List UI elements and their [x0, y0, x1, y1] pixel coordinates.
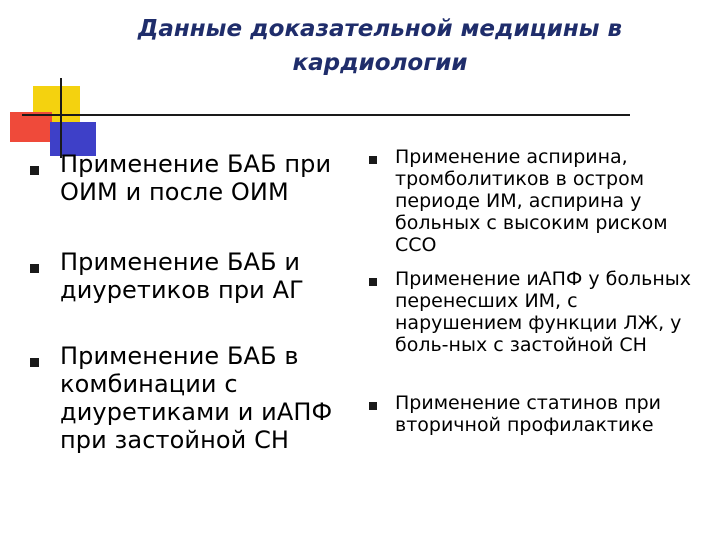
list-item-text: Применение БАБ при ОИМ и после ОИМ	[60, 150, 332, 206]
square-bullet-icon	[369, 156, 377, 164]
list-item	[395, 268, 695, 356]
decor-vertical-line	[60, 78, 62, 158]
title-divider-line	[22, 114, 630, 116]
list-item	[60, 248, 350, 304]
list-item-text: Применение аспирина, тромболитиков в остром периоде ИМ, аспирина у больных с высоким риском ССО	[395, 146, 668, 256]
square-bullet-icon	[30, 264, 39, 273]
list-item-text: Применение иАПФ у больных перенесших ИМ, с нарушением функции ЛЖ, у боль-ных с застойной СН	[395, 268, 691, 356]
square-bullet-icon	[369, 402, 377, 410]
slide-title	[80, 12, 680, 80]
list-item	[395, 146, 695, 256]
list-item-text: Применение БАБ и диуретиков при АГ	[60, 248, 304, 304]
square-bullet-icon	[30, 166, 39, 175]
slide-title-line-2: кардиологии	[292, 50, 468, 76]
square-bullet-icon	[369, 278, 377, 286]
list-item-text: Применение статинов при вторичной профилактике	[395, 392, 662, 436]
list-item	[60, 150, 350, 206]
list-item	[395, 392, 695, 436]
slide-title-line-1: Данные доказательной медицины в	[137, 16, 623, 42]
decor-red-square	[10, 112, 52, 142]
list-item-text: Применение БАБ в комбинации с диуретиками и иАПФ при застойной СН	[60, 342, 333, 454]
list-item	[60, 342, 350, 454]
square-bullet-icon	[30, 358, 39, 367]
